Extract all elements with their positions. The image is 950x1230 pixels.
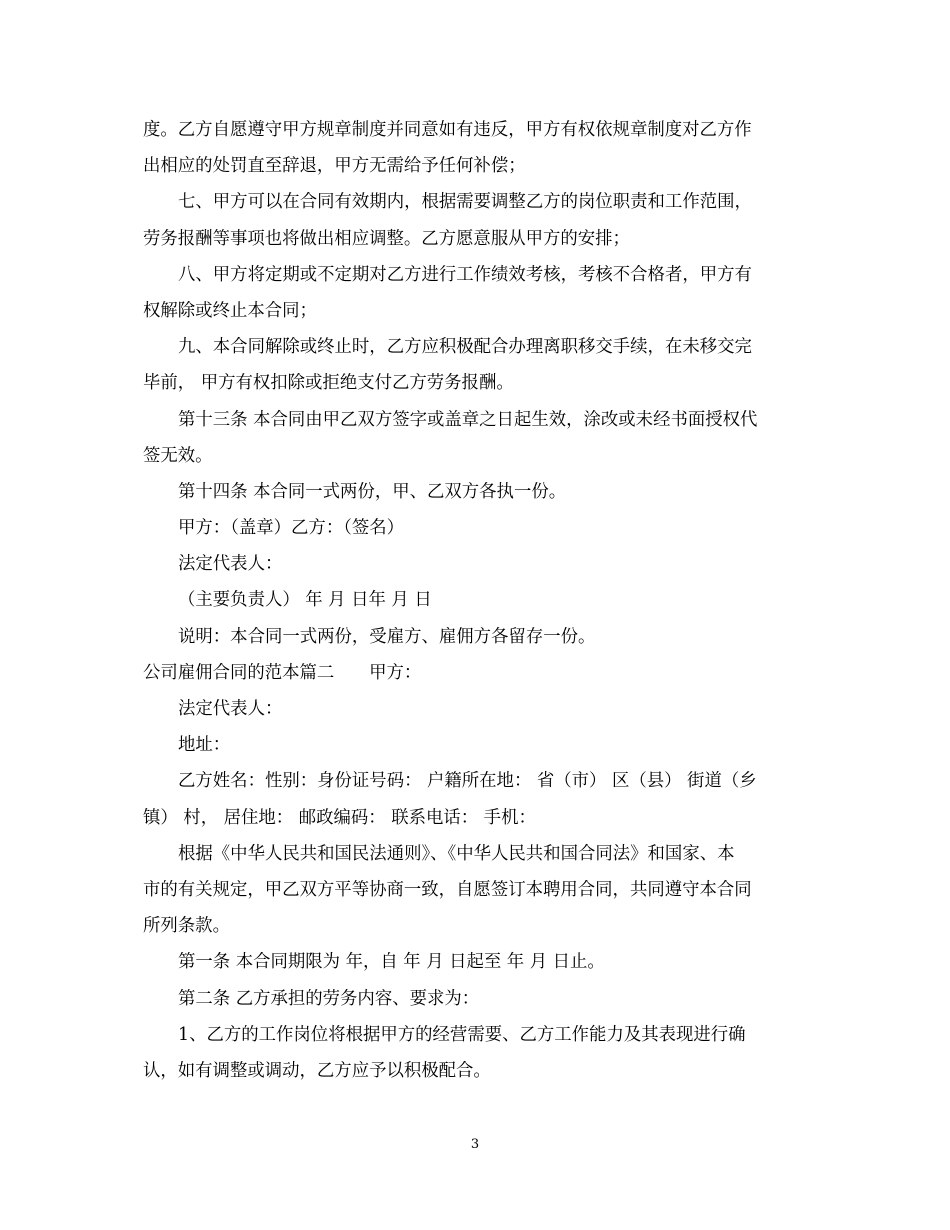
- body-text: [143, 112, 807, 1089]
- text-line: 市的有关规定，甲乙双方平等协商一致，自愿签订本聘用合同，共同遵守本合同: [143, 879, 752, 900]
- article-line: 第二条 乙方承担的劳务内容、要求为：: [178, 988, 480, 1009]
- legal-representative-line: 法定代表人：: [178, 699, 283, 719]
- paragraph-start: 根据《中华人民共和国民法通则》、《中华人民共和国合同法》和国家、本: [178, 843, 735, 864]
- paragraph-start: 第十四条 本合同一式两份，甲、乙双方各执一份。: [178, 481, 567, 502]
- text-line: 度。乙方自愿遵守甲方规章制度并同意如有违反，甲方有权依规章制度对乙方作: [143, 120, 752, 140]
- text-line: 所列条款。: [143, 916, 230, 937]
- paragraph-start: 第十三条 本合同由甲乙双方签字或盖章之日起生效，涂改或未经书面授权代: [178, 409, 758, 430]
- party-b-info-line: 乙方姓名：性别：身份证号码： 户籍所在地： 省（市） 区（县） 街道（乡: [178, 771, 757, 792]
- article-line: 第一条 本合同期限为 年，自 年 月 日起至 年 月 日止。: [178, 952, 605, 973]
- paragraph-start: 七、甲方可以在合同有效期内，根据需要调整乙方的岗位职责和工作范围，: [178, 192, 752, 213]
- text-line: 签无效。: [143, 445, 213, 466]
- signature-line: 甲方：（盖章）乙方：（签名）: [178, 518, 405, 539]
- note-line: 说明：本合同一式两份，受雇方、雇佣方各留存一份。: [178, 626, 596, 647]
- paragraph-start: 九、本合同解除或终止时，乙方应积极配合办理离职移交手续，在未移交完: [178, 337, 752, 358]
- text-line: 毕前， 甲方有权扣除或拒绝支付乙方劳务报酬。: [143, 373, 514, 394]
- address-line: 地址：: [178, 735, 231, 756]
- paragraph-start: 八、甲方将定期或不定期对乙方进行工作绩效考核，考核不合格者，甲方有: [178, 264, 752, 285]
- text-line: 劳务报酬等事项也将做出相应调整。乙方愿意服从甲方的安排；: [143, 228, 630, 249]
- text-line: 出相应的处罚直至辞退，甲方无需给予任何补偿；: [143, 156, 526, 177]
- text-line: 镇） 村， 居住地： 邮政编码： 联系电话： 手机：: [143, 807, 536, 828]
- text-line: 权解除或终止本合同；: [143, 300, 317, 321]
- paragraph-start: 1、乙方的工作岗位将根据甲方的经营需要、乙方工作能力及其表现进行确: [178, 1024, 746, 1045]
- page-number: 3: [470, 1137, 480, 1152]
- date-line: （主要负责人） 年 月 日年 月 日: [178, 590, 432, 611]
- section-heading: 公司雇佣合同的范本篇二 甲方：: [143, 662, 422, 683]
- text-line: 认，如有调整或调动，乙方应予以积极配合。: [143, 1060, 491, 1081]
- legal-representative-line: 法定代表人：: [178, 554, 283, 575]
